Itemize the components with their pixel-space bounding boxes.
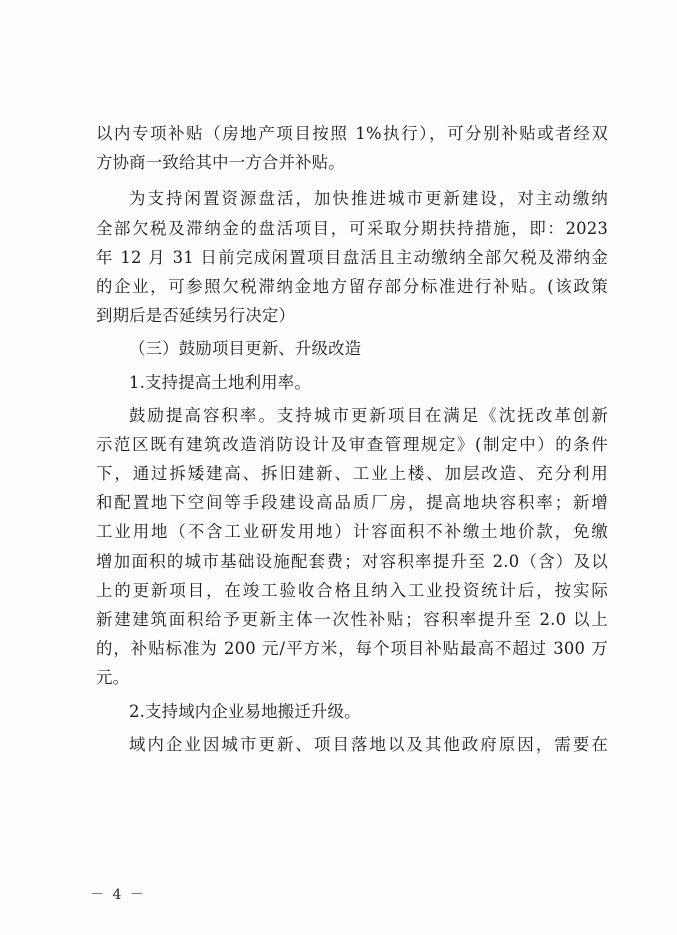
text-line: 增加面积的城市基础设施配套费；对容积率提升至 2.0（含）及以 [96,551,608,571]
text-line: 上的更新项目，在竣工验收合格且纳入工业投资统计后，按实际 [96,580,608,600]
text-line: 示范区既有建筑改造消防设计及审查管理规定》(制定中）的条件 [96,434,608,454]
text-line: 年 12 月 31 日前完成闲置项目盘活且主动缴纳全部欠税及滞纳金 [96,247,608,267]
page-number: － 4 － [90,887,146,903]
text-line: 元。 [96,668,130,688]
text-line: 的企业，可参照欠税滞纳金地方留存部分标准进行补贴。(该政策 [96,276,608,296]
text-line: 新建建筑面积给予更新主体一次性补贴；容积率提升至 2.0 以上 [96,610,608,629]
text-line: 以内专项补贴（房地产项目按照 1%执行），可分别补贴或者经双 [96,124,608,143]
text-line: 的，补贴标准为 200 元/平方米，每个项目补贴最高不超过 300 万 [96,639,608,659]
text-line: 方协商一致给其中一方合并补贴。 [96,153,345,173]
text-line: 下，通过拆矮建高、拆旧建新、工业上楼、加层改造、充分利用 [96,464,608,484]
paragraph-first-line: 鼓励提高容积率。支持城市更新项目在满足《沈抚改革创新 [129,405,608,425]
paragraph-first-line: 域内企业因城市更新、项目落地以及其他政府原因，需要在 [129,734,608,754]
subsection-heading: 1.支持提高土地利用率。 [129,372,311,392]
section-heading: （三）鼓励项目更新、升级改造 [129,339,362,359]
subsection-heading: 2.支持域内企业易地搬迁升级。 [129,701,361,721]
paragraph-first-line: 为支持闲置资源盘活，加快推进城市更新建设，对主动缴纳 [129,189,608,209]
text-line: 和配置地下空间等手段建设高品质厂房，提高地块容积率；新增 [96,493,608,513]
text-line: 到期后是否延续另行决定） [96,306,296,326]
document-body [96,119,608,759]
text-line: 全部欠税及滞纳金的盘活项目，可采取分期扶持措施，即：2023 [96,218,608,238]
text-line: 工业用地（不含工业研发用地）计容面积不补缴土地价款，免缴 [96,522,608,542]
